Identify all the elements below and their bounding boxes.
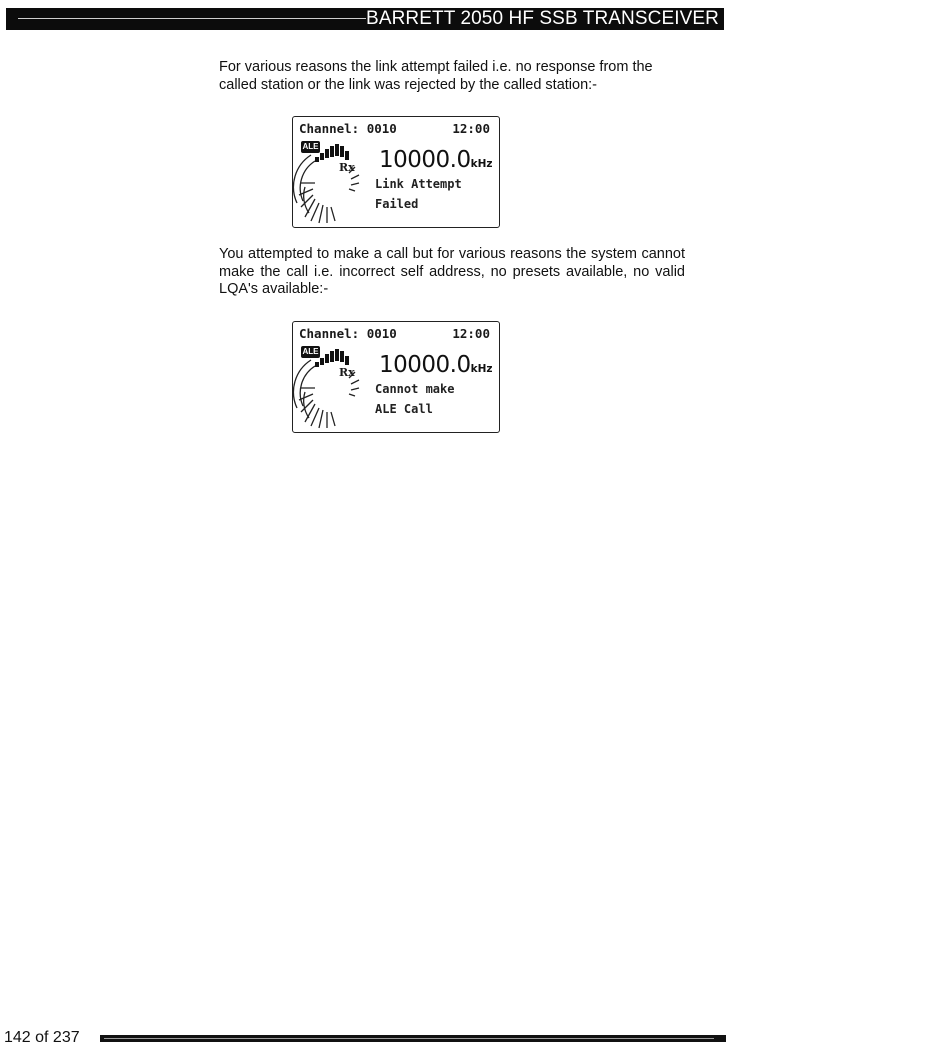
ale-badge: ALE (302, 142, 319, 151)
header-bar (6, 8, 724, 30)
footer-rule (104, 1038, 714, 1039)
lcd-time: 12:00 (452, 326, 490, 341)
rx-indicator: Rx (339, 161, 355, 174)
paragraph-cannot-make-call: You attempted to make a call but for various reasons the system cannot make the call i.e. incorrect self address, no presets available, no valid LQA's available:- (219, 246, 685, 297)
lcd-screen-cannot-make-call (292, 321, 500, 433)
footer-bar (100, 1035, 726, 1042)
paragraph-link-failed: For various reasons the link attempt failed i.e. no response from the called station or the link was rejected by the called station:- (219, 59, 653, 93)
rx-indicator: Rx (339, 366, 355, 379)
lcd-status-line-1: Link Attempt (375, 177, 462, 191)
lcd-channel-label: Channel: 0010 (299, 121, 397, 136)
lcd-channel-label: Channel: 0010 (299, 326, 397, 341)
frequency-display (379, 352, 493, 378)
frequency-value: 10000.0 (379, 147, 471, 173)
lcd-time: 12:00 (452, 121, 490, 136)
frequency-value: 10000.0 (379, 352, 471, 378)
ale-badge: ALE (302, 347, 319, 356)
header-rule (18, 18, 366, 19)
lcd-status-line-2: ALE Call (375, 402, 433, 416)
page-number: 142 of 237 (4, 1029, 80, 1046)
lcd-status-line-2: Failed (375, 197, 419, 211)
frequency-unit: kHz (470, 363, 493, 375)
frequency-display (379, 147, 493, 173)
lcd-status-line-1: Cannot make (375, 382, 455, 396)
lcd-screen-link-failed (292, 116, 500, 228)
page-header-title: BARRETT 2050 HF SSB TRANSCEIVER (366, 8, 719, 29)
frequency-unit: kHz (470, 158, 493, 170)
